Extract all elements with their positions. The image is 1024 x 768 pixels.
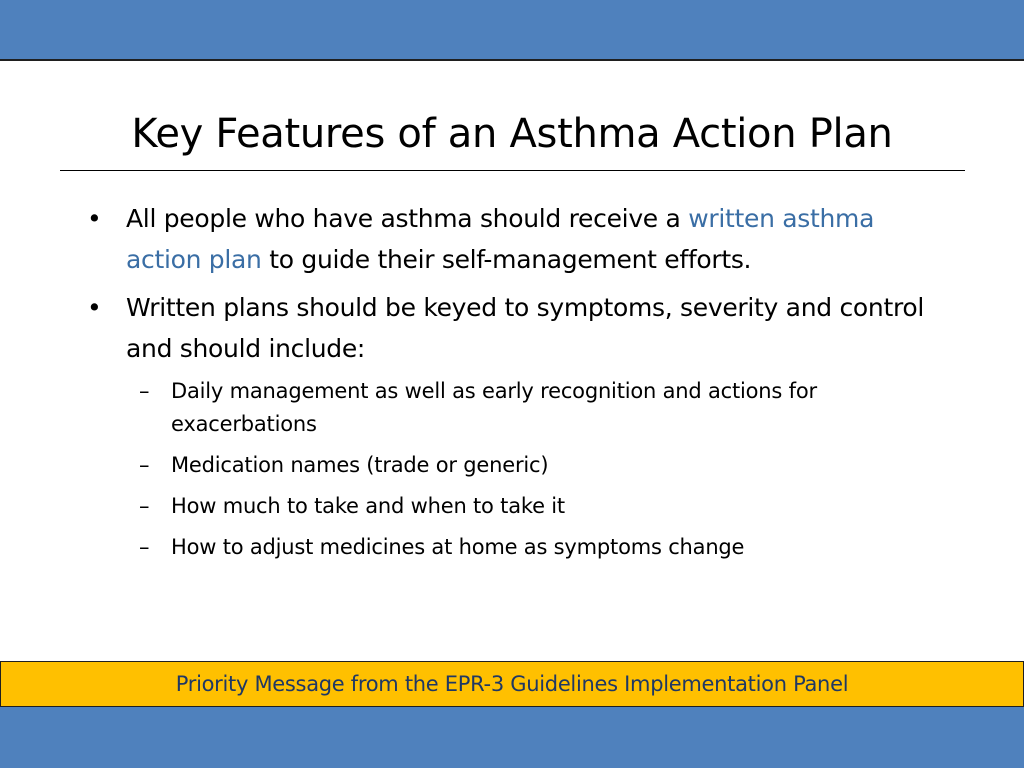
bullet-text: Written plans should be keyed to symptoms, severity and control and should include: <box>126 293 925 363</box>
action-plan-highlight: written asthma action plan <box>126 204 875 274</box>
sub-bullet-text: How much to take and when to take it <box>171 494 565 518</box>
sub-bullet-text: Medication names (trade or generic) <box>171 453 549 477</box>
bullet-icon: • <box>87 204 102 233</box>
sub-bullet-item <box>87 375 947 441</box>
bottom-banner <box>0 707 1024 768</box>
dash-icon: – <box>139 453 150 477</box>
sub-bullet-item <box>87 531 947 564</box>
bullet-text-after: to guide their self-management efforts. <box>261 245 752 274</box>
slide-title: Key Features of an Asthma Action Plan <box>131 111 893 157</box>
dash-icon: – <box>139 535 150 559</box>
bullet-icon: • <box>87 293 102 322</box>
title-divider <box>60 170 965 171</box>
sub-bullet-list <box>87 375 947 564</box>
bullet-text-before: All people who have asthma should receive a <box>126 204 689 233</box>
bullet-item <box>87 198 947 280</box>
priority-message-banner <box>0 661 1024 707</box>
slide-body <box>87 198 947 564</box>
dash-icon: – <box>139 494 150 518</box>
sub-bullet-text: Daily management as well as early recognition and actions for exacerbations <box>171 379 817 436</box>
sub-bullet-text: How to adjust medicines at home as symptoms change <box>171 535 745 559</box>
bullet-item <box>87 287 947 369</box>
sub-bullet-item <box>87 490 947 523</box>
top-banner <box>0 0 1024 61</box>
sub-bullet-item <box>87 449 947 482</box>
priority-message-text: Priority Message from the EPR-3 Guidelines Implementation Panel <box>175 672 849 696</box>
dash-icon: – <box>139 379 150 403</box>
